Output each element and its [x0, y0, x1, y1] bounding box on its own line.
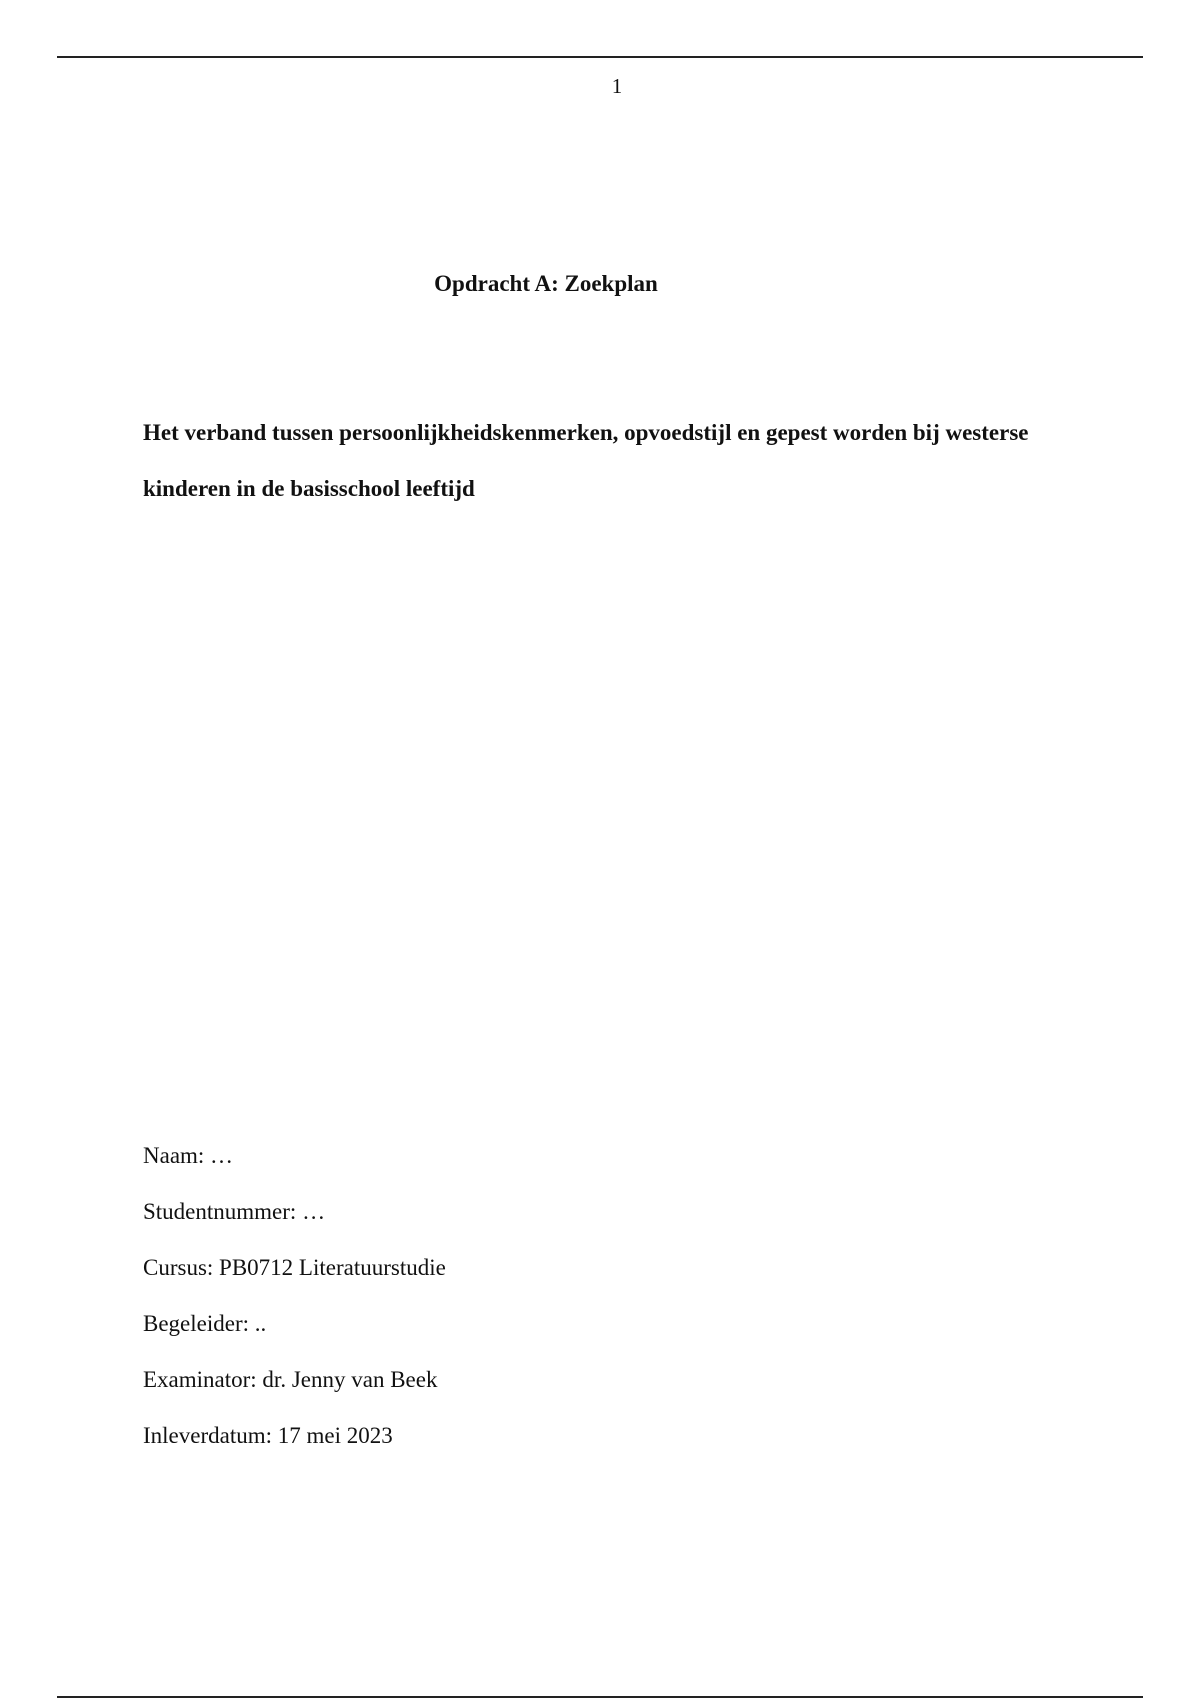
meta-submission-date: Inleverdatum: 17 mei 2023	[143, 1423, 393, 1448]
page-number: 1	[611, 74, 623, 98]
meta-name: Naam: …	[143, 1143, 234, 1168]
meta-student-number: Studentnummer: …	[143, 1199, 326, 1224]
title-page-details	[143, 1142, 943, 1478]
footer-rule	[57, 1696, 1143, 1698]
document-subtitle: Het verband tussen persoonlijkheidskenmerken, opvoedstijl en gepest worden bij westerse kinderen in de basisschool leeftijd	[143, 420, 1029, 501]
header-rule	[57, 56, 1143, 58]
meta-examiner: Examinator: dr. Jenny van Beek	[143, 1367, 438, 1392]
meta-supervisor: Begeleider: ..	[143, 1311, 267, 1336]
document-title: Opdracht A: Zoekplan	[434, 271, 658, 296]
meta-course: Cursus: PB0712 Literatuurstudie	[143, 1255, 446, 1280]
